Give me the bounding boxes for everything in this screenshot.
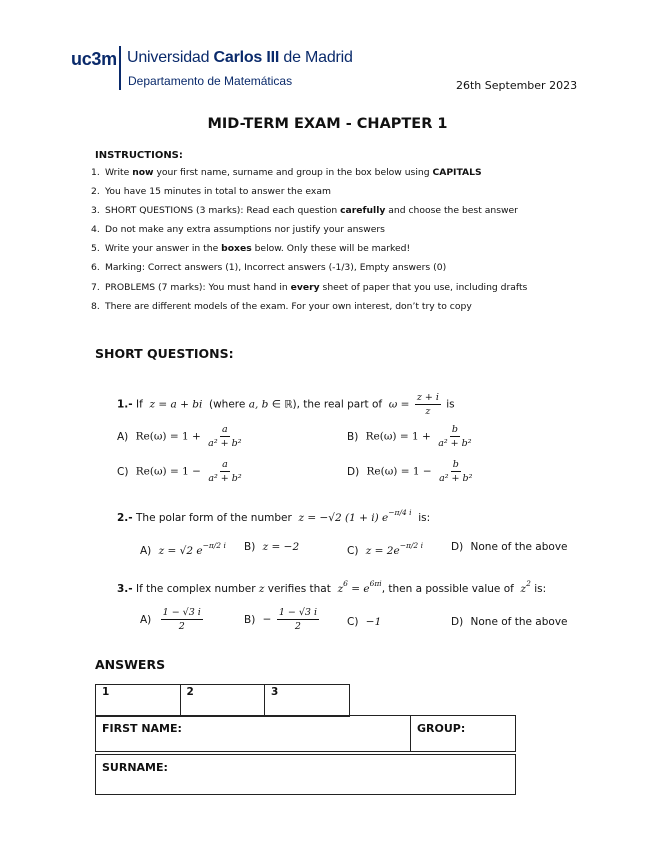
option-label: A) — [140, 545, 152, 557]
question-text: , then a possible value of — [381, 583, 514, 595]
surname-label: SURNAME: — [102, 761, 168, 774]
math-expression: z = −2 — [262, 541, 300, 553]
instruction-item — [91, 261, 591, 280]
math-expression: − — [262, 613, 272, 626]
fraction — [161, 607, 203, 632]
question-text: is — [446, 398, 455, 411]
group-label: GROUP: — [417, 722, 466, 735]
question-number: 3.- — [117, 583, 133, 595]
instruction-text: your first name, surname and group in the box below using — [153, 167, 433, 178]
q3-option-a — [140, 607, 205, 632]
instruction-text: PROBLEMS (7 marks): You must hand in — [105, 281, 291, 293]
instruction-emphasis: every — [290, 281, 320, 293]
fraction-denominator: 2 — [178, 621, 185, 632]
exam-date: 26th September 2023 — [456, 79, 578, 92]
fraction — [437, 459, 474, 484]
answer-box-1[interactable] — [96, 685, 181, 717]
math-expression: 1 − — [182, 465, 201, 478]
fraction-denominator: a² + b² — [438, 438, 472, 449]
math-expression: −1 — [365, 616, 382, 628]
instruction-item — [91, 204, 591, 223]
math-expression: z = 2e — [365, 545, 400, 557]
instruction-text: Write your answer in the — [105, 243, 222, 255]
instruction-number: 7. — [91, 281, 100, 293]
option-label: B) — [347, 430, 359, 443]
question-text: The polar form of the number — [136, 512, 292, 524]
instructions-list — [91, 166, 591, 319]
instruction-number: 6. — [91, 262, 100, 274]
instruction-emphasis: CAPITALS — [432, 167, 482, 178]
option-label: B) — [244, 613, 256, 626]
instruction-text: SHORT QUESTIONS (3 marks): Read each question — [105, 205, 341, 217]
fraction-denominator: a² + b² — [208, 438, 242, 449]
answer-box-label: 3 — [271, 686, 279, 698]
university-name — [127, 49, 353, 67]
question-text: ∈ ℝ), the real part of — [271, 398, 383, 411]
math-exponent: 6 — [343, 579, 348, 588]
instruction-text: and choose the best answer — [385, 205, 518, 217]
math-expression: 1 + — [181, 430, 201, 443]
option-label: A) — [140, 613, 152, 626]
fraction-denominator: a² + b² — [208, 473, 242, 484]
instructions-heading: INSTRUCTIONS: — [95, 150, 183, 161]
fraction-denominator: z — [425, 406, 431, 417]
q2-option-b — [244, 541, 299, 553]
first-name-box[interactable] — [95, 715, 411, 752]
fraction — [206, 459, 243, 484]
instruction-text: There are different models of the exam. For your own interest, don’t try to copy — [105, 300, 472, 312]
instruction-text: Do not make any extra assumptions nor justify your answers — [105, 224, 385, 236]
fraction — [415, 392, 441, 417]
question-3 — [117, 579, 546, 595]
fraction-numerator: 1 − √3 i — [278, 607, 318, 618]
instruction-item — [91, 223, 591, 242]
math-expression: Re(ω) = — [135, 465, 179, 478]
uc3m-logo: uc3m — [71, 49, 117, 69]
university-suffix: de Madrid — [279, 49, 353, 66]
math-exponent: −π/2 i — [202, 541, 226, 550]
instruction-text: sheet of paper that you use, including drafts — [319, 281, 528, 293]
university-bold: Carlos III — [213, 49, 280, 66]
q3-option-d — [451, 616, 568, 628]
math-expression: ω = — [388, 398, 410, 411]
instruction-number: 5. — [91, 243, 100, 255]
fraction — [436, 424, 473, 449]
question-text: If — [136, 398, 143, 411]
math-expression: Re(ω) = — [366, 465, 410, 478]
instruction-text: Marking: Correct answers (1), Incorrect answers (-1/3), Empty answers (0) — [105, 262, 447, 274]
instruction-emphasis: carefully — [340, 205, 386, 217]
first-name-label: FIRST NAME: — [102, 722, 182, 735]
option-text: None of the above — [470, 541, 568, 553]
fraction-denominator: a² + b² — [439, 473, 473, 484]
answer-box-3[interactable] — [265, 685, 350, 717]
question-text: (where — [209, 398, 246, 411]
math-expression: z = a + bi — [149, 398, 203, 411]
answers-heading: ANSWERS — [95, 657, 166, 672]
math-exponent: −π/2 i — [399, 541, 423, 550]
option-text: None of the above — [470, 616, 568, 628]
fraction-numerator: a — [222, 459, 228, 470]
math-expression: Re(ω) = — [365, 430, 409, 443]
math-exponent: 6πi — [369, 579, 382, 588]
option-label: B) — [244, 541, 256, 553]
instruction-number: 4. — [91, 224, 100, 236]
fraction — [277, 607, 319, 632]
option-label: C) — [347, 545, 359, 557]
question-text: If the complex number — [136, 583, 256, 595]
math-expression: z — [258, 583, 265, 595]
math-expression: z = √2 e — [158, 545, 203, 557]
answers-table — [95, 684, 350, 717]
q1-option-c — [117, 459, 246, 484]
answer-box-2[interactable] — [180, 685, 265, 717]
fraction — [206, 424, 243, 449]
instruction-item — [91, 300, 591, 319]
q2-option-c — [347, 541, 423, 557]
exam-title: MID-TERM EXAM - CHAPTER 1 — [207, 116, 448, 132]
instruction-emphasis: boxes — [221, 243, 252, 255]
question-number: 1.- — [117, 398, 133, 411]
question-text: is: — [534, 583, 547, 595]
instruction-number: 1. — [91, 167, 100, 178]
q3-option-b — [244, 607, 321, 632]
q2-option-a — [140, 541, 226, 557]
logo-divider — [119, 46, 121, 90]
q1-option-a — [117, 424, 246, 449]
instruction-item — [91, 242, 591, 261]
option-label: A) — [117, 430, 129, 443]
q1-option-d — [347, 459, 476, 484]
question-number: 2.- — [117, 512, 133, 524]
instruction-item — [91, 166, 591, 185]
instruction-emphasis: now — [132, 167, 154, 178]
instruction-text: You have 15 minutes in total to answer the exam — [105, 186, 331, 198]
fraction-numerator: b — [452, 459, 459, 470]
math-expression: 1 + — [412, 430, 431, 443]
math-expression: a, b — [248, 398, 269, 411]
question-text: verifies that — [267, 583, 331, 595]
fraction-numerator: a — [222, 424, 228, 435]
math-expression: z — [337, 583, 344, 595]
answer-box-label: 1 — [102, 686, 110, 698]
department-name: Departamento de Matemáticas — [128, 74, 293, 88]
question-2 — [117, 508, 430, 524]
math-expression: Re(ω) = — [135, 430, 179, 443]
short-questions-heading: SHORT QUESTIONS: — [95, 346, 234, 361]
university-prefix: Universidad — [127, 49, 214, 66]
instruction-text: Write — [105, 167, 133, 178]
q2-option-d — [451, 541, 568, 553]
instruction-number: 2. — [91, 186, 100, 198]
fraction-denominator: 2 — [294, 621, 301, 632]
option-label: D) — [451, 616, 464, 628]
q1-option-b — [347, 424, 476, 449]
option-label: D) — [451, 541, 464, 553]
math-exponent: −π/4 i — [388, 508, 412, 517]
fraction-numerator: 1 − √3 i — [162, 607, 201, 618]
instruction-number: 3. — [91, 205, 100, 217]
instruction-number: 8. — [91, 300, 100, 312]
math-expression: z — [520, 583, 527, 595]
instruction-item — [91, 281, 591, 300]
option-label: C) — [117, 465, 129, 478]
fraction-numerator: b — [451, 424, 458, 435]
option-label: D) — [347, 465, 360, 478]
math-expression: z = −√2 (1 + i) e — [298, 512, 389, 524]
fraction-numerator: z + i — [416, 392, 439, 403]
question-1 — [117, 392, 455, 417]
math-expression: 1 − — [412, 465, 432, 478]
question-text: is: — [418, 512, 431, 524]
math-expression: = e — [351, 583, 370, 595]
instruction-item — [91, 185, 591, 204]
instruction-text: below. Only these will be marked! — [251, 243, 411, 255]
surname-box[interactable] — [95, 754, 516, 795]
group-box[interactable] — [410, 715, 516, 752]
answer-box-label: 2 — [186, 686, 194, 698]
q3-option-c — [347, 616, 381, 628]
option-label: C) — [347, 616, 359, 628]
math-exponent: 2 — [526, 579, 531, 588]
